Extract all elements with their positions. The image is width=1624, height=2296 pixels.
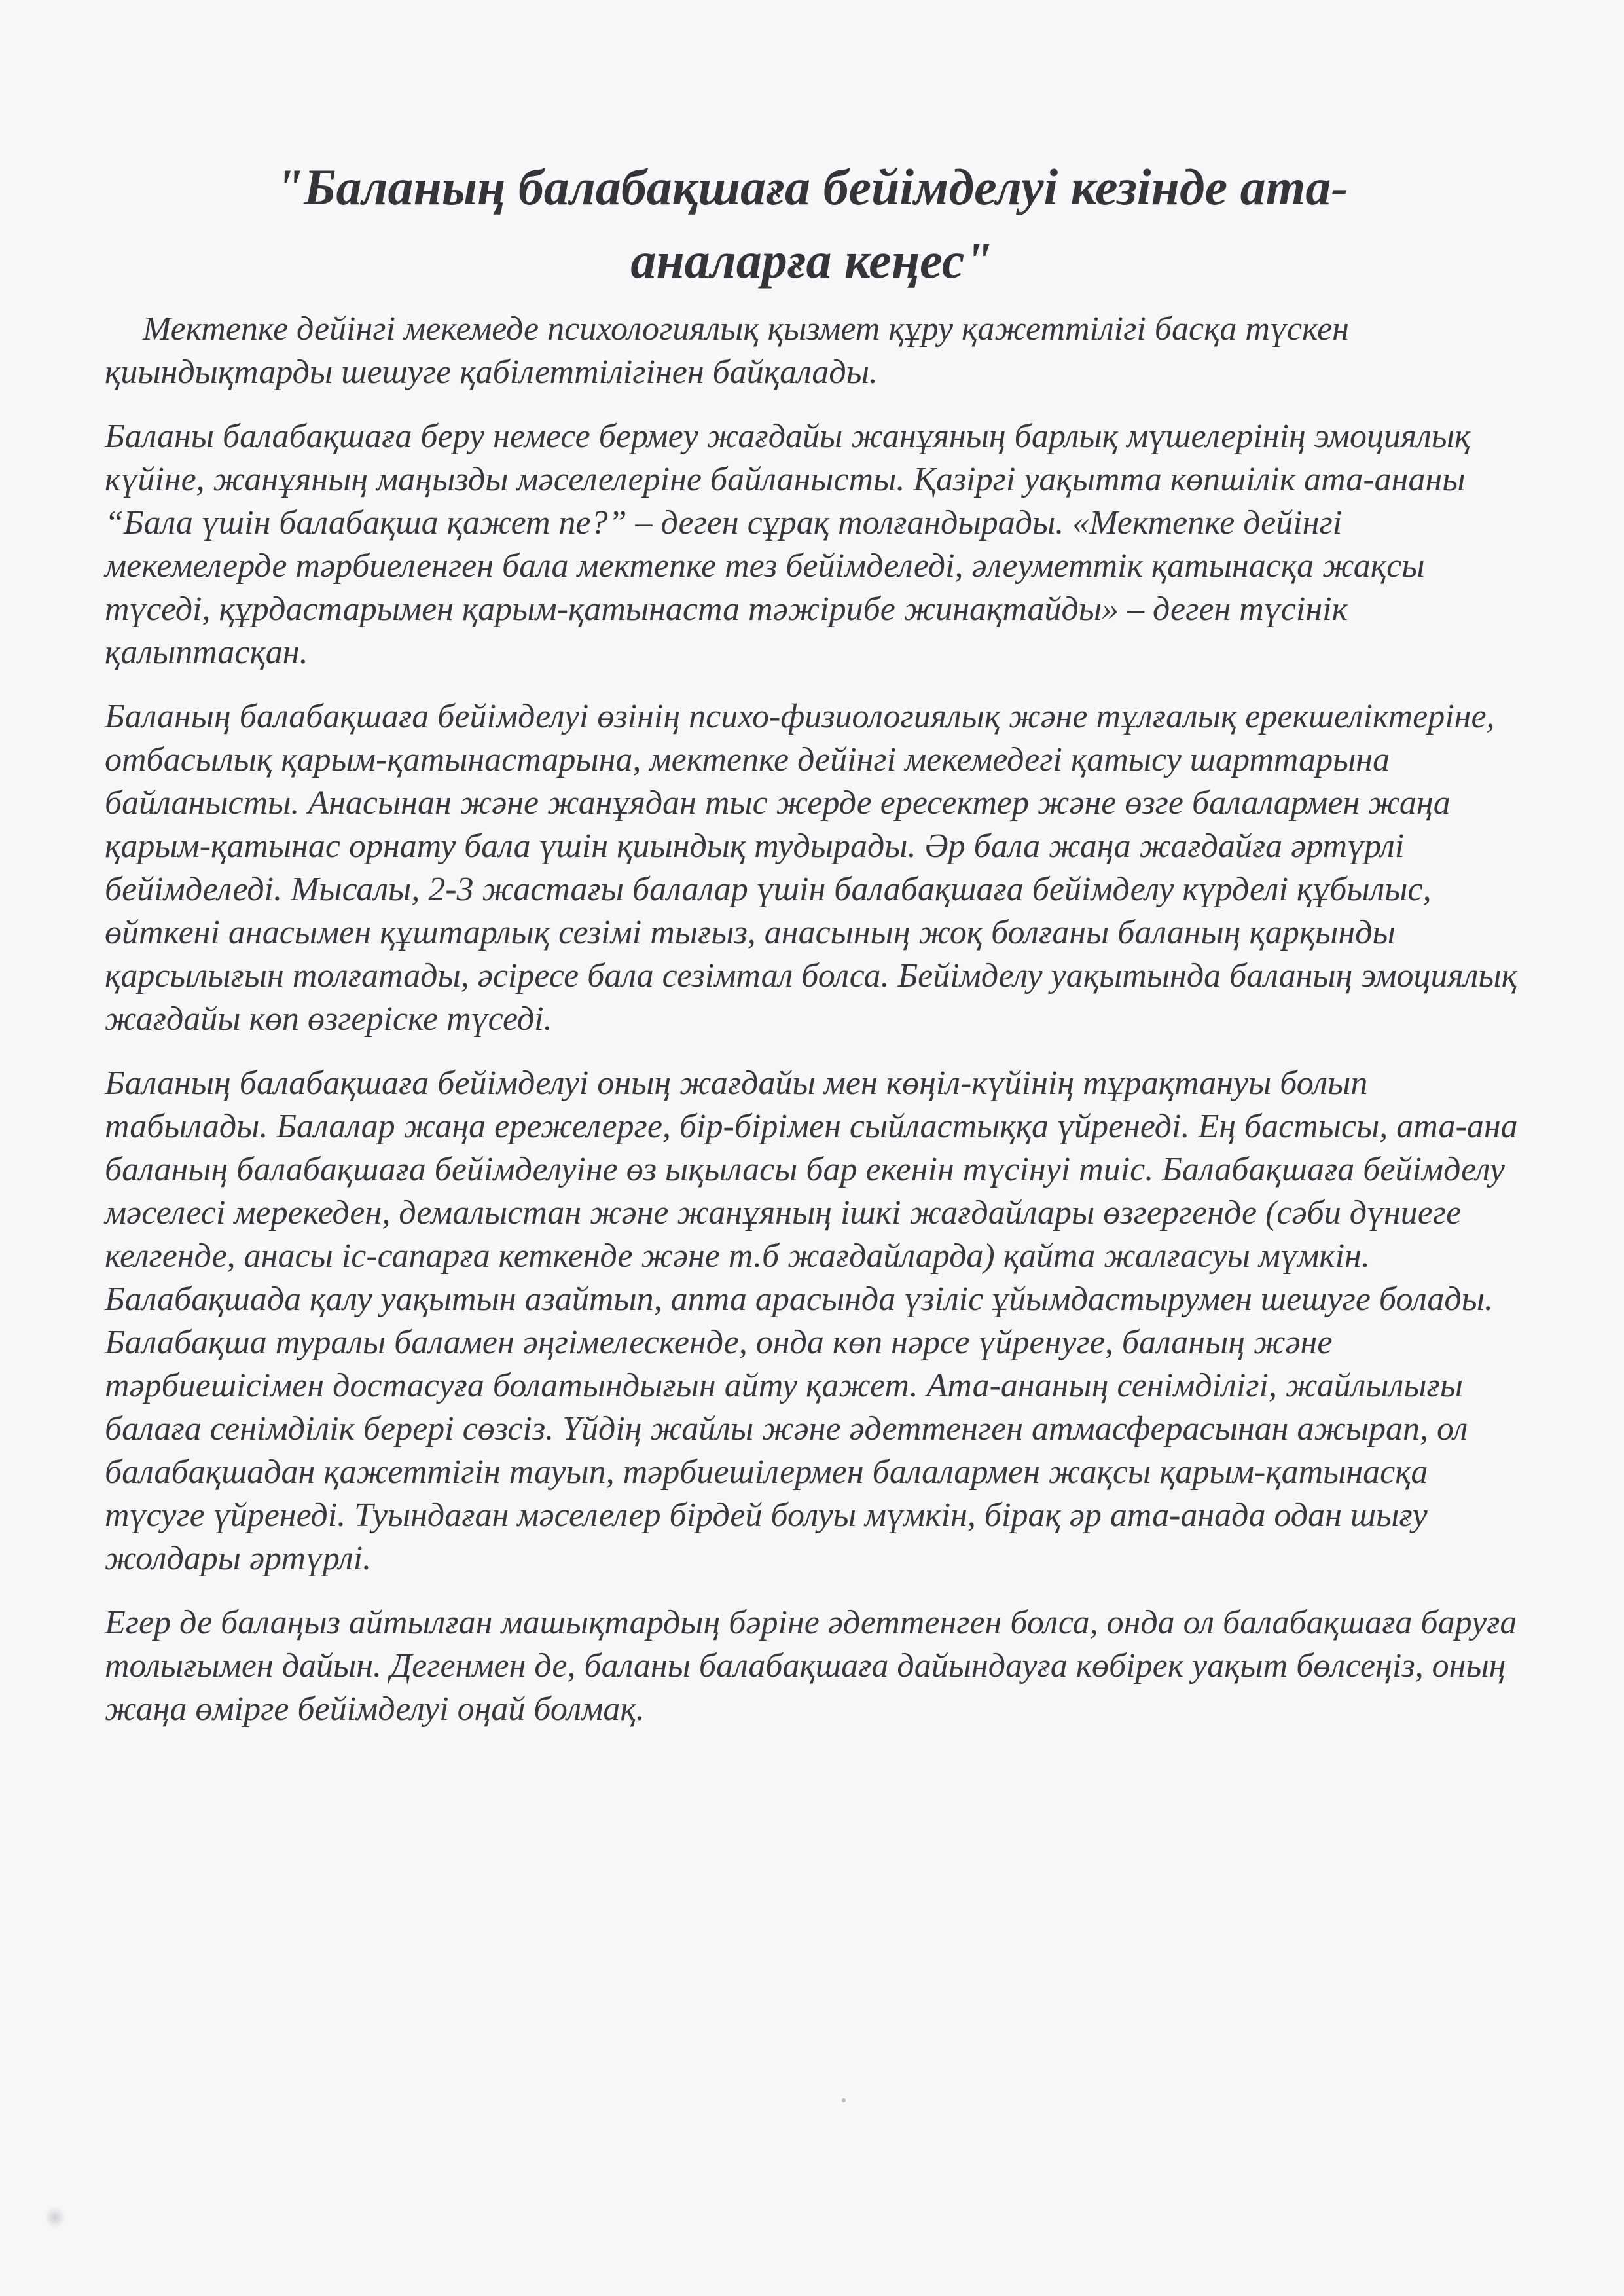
title-line-2: аналарға кеңес" bbox=[630, 232, 993, 289]
title-line-1: "Баланың балабақшаға бейімделуі кезінде ата- bbox=[275, 158, 1348, 215]
document-title bbox=[157, 151, 1466, 297]
paragraph-intro: Мектепке дейінгі мекемеде психологиялық қызмет құру қажеттілігі басқа түскен қиындықтарды шешуге қабілеттілігінен байқалады. bbox=[105, 310, 1349, 391]
paragraph-kindergarten-choice: Баланы балабақшаға беру немесе бермеу жағдайы жанұяның барлық мүшелерінің эмоциялық күйіне, жанұяның маңызды мәселелеріне байланысты. Қазіргі уақытта көпшілік ата-ананы “Бала үшін балабақша қажет пе?” – деген сұрақ толғандырады. «Мектепке дейінгі мекемелерде тәрбиеленген бала мектепке тез бейімделеді, әлеуметтік қатынасқа жақсы түседі, құрдастарымен қарым-қатынаста тәжірибе жинақтайды» – деген түсінік қалыптасқан. bbox=[105, 418, 1471, 671]
paragraph-adaptation-advice: Баланың балабақшаға бейімделуі оның жағдайы мен көңіл-күйінің тұрақтануы болып табылады. Балалар жаңа ережелерге, бір-бірімен сыйластыққа үйренеді. Ең бастысы, ата-ана баланың балабақшаға бейімделуіне өз ықыласы бар екенін түсінуі тиіс. Балабақшаға бейімделу мәселесі мерекеден, демалыстан және жанұяның ішкі жағдайлары өзгергенде (сәби дүниеге келгенде, анасы іс-сапарға кеткенде және т.б жағдайларда) қайта жалғасуы мүмкін. Балабақшада қалу уақытын азайтып, апта арасында үзіліс ұйымдастырумен шешуге болады. Балабақша туралы баламен әңгімелескенде, онда көп нәрсе үйренуге, баланың және тәрбиешісімен достасуға болатындығын айту қажет. Ата-ананың сенімділігі, жайлылығы балаға сенімділік берері сөзсіз. Үйдің жайлы және әдеттенген атмасферасынан ажырап, ол балабақшадан қажеттігін тауып, тәрбиешілермен балалармен жақсы қарым-қатынасқа түсуге үйренеді. Туындаған мәселелер бірдей болуы мүмкін, бірақ әр ата-анада одан шығу жолдары әртүрлі. bbox=[105, 1065, 1518, 1577]
scan-smudge bbox=[46, 2206, 64, 2229]
paragraph-adaptation-factors: Баланың балабақшаға бейімделуі өзінің психо-физиологиялық және тұлғалық ерекшеліктеріне, отбасылық қарым-қатынастарына, мектепке дейінгі мекемедегі қатысу шарттарына байланысты. Анасынан және жанұядан тыс жерде ересектер және өзге балалармен жаңа қарым-қатынас орнату бала үшін қиындық тудырады. Әр бала жаңа жағдайға әртүрлі бейімделеді. Мысалы, 2-3 жастағы балалар үшін балабақшаға бейімделу күрделі құбылыс, өйткені анасымен құштарлық сезімі тығыз, анасының жоқ болғаны баланың қарқынды қарсылығын толғатады, әсіресе бала сезімтал болса. Бейімделу уақытында баланың эмоциялық жағдайы көп өзгеріске түседі. bbox=[105, 698, 1517, 1038]
document-body bbox=[105, 308, 1525, 1752]
paragraph-conclusion: Егер де балаңыз айтылған машықтардың бәріне әдеттенген болса, онда ол балабақшаға баруға толығымен дайын. Дегенмен де, баланы балабақшаға дайындауға көбірек уақыт бөлсеңіз, оның жаңа өмірге бейімделуі оңай болмақ. bbox=[105, 1604, 1517, 1728]
scan-dust-dot bbox=[842, 2098, 846, 2102]
